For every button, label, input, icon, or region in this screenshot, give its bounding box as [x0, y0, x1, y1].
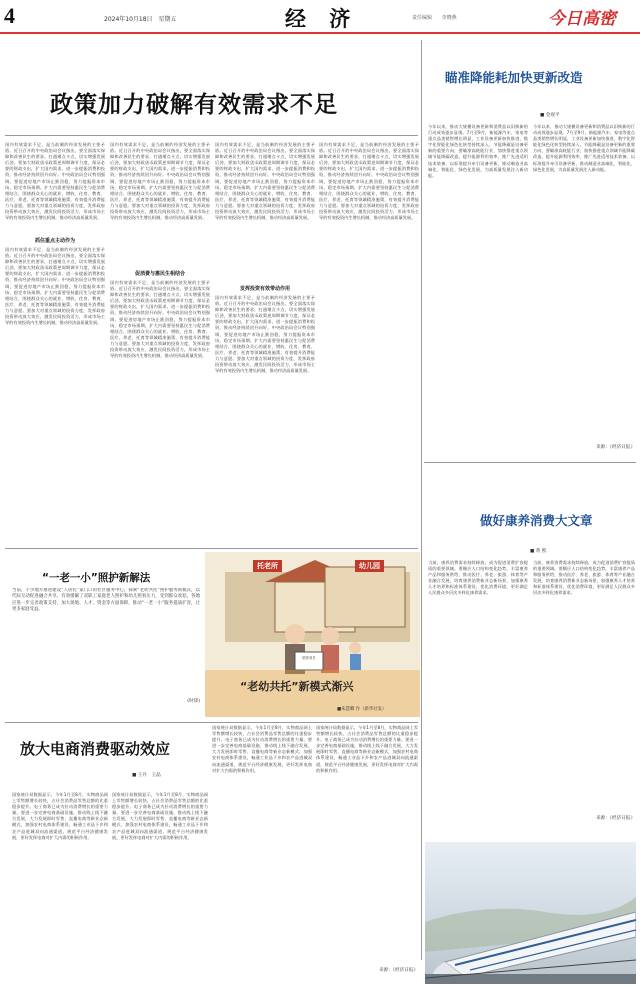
a5-body-col2: 国家统计局数据显示，今年1月至8月，实物商品网上零售额增长较快，占社会消费品零售总额的比重稳步提升。电子商务已成为拉动消费增长的重要力量。要进一步完善电商基础设施，推动线上线下融合发展，大力发展即时零售、直播电商等新业态新模式，加强农村电商体系建设，畅通工业品下乡和农产品进城双向流通渠道，规范平台经济健康发展，更好发挥电商对扩大内需的积极作用。	[112, 792, 208, 840]
header	[0, 0, 640, 32]
a1-body-col3: 国内有效需求不足，是当前制约经济发展的主要矛盾。近日召开的中央政治局会议指出，要全面落实保障和改善民生的要求，打通堵点卡点，切实增强发展后劲，要加大财政货币政策逆周期调节力度，保证必要的财政支出，扩大国内需求，进一步提振消费和投资，推动经济持续回升向好。中央政治局会议特别强调，要促进房地产市场止跌回稳，努力提振资本市场，稳定市场预期。扩大内需要坚持惠民生与促消费相结合，围绕群众关心的就业、增收、住房、教育、医疗、养老、托育等领域精准施策，有效提升消费能力与意愿。要加大对重点领域的投资力度，发挥政府投资带动放大效应，激发民间投资活力，形成市场主导的有效投资内生增长机制，推动经济高质量发展。	[215, 142, 315, 221]
illustration-caption: “老幼共托”新模式渐兴	[240, 680, 354, 693]
a4-body-col2: 当前，康养消费需求持续释放，成为促进消费扩容提质的重要领域。要顺应人口结构变化趋势，丰富康养产品和服务供给，推动医疗、养老、旅游、体育等产业融合发展，培育康养消费新业态新场景，加强康养人才培养和标准体系建设，优化消费环境，更好满足人民群众多层次多样化康养需求。	[533, 560, 635, 596]
a3-source: (时锋)	[187, 699, 200, 704]
sign-left: 托老所	[253, 560, 282, 572]
train-photo	[425, 842, 636, 984]
headline-a2: 瞄准降能耗加快更新改造	[445, 70, 583, 85]
a1-body-col1b: 国内有效需求不足，是当前制约经济发展的主要矛盾。近日召开的中央政治局会议指出，要全面落实保障和改善民生的要求，打通堵点卡点，切实增强发展后劲，要加大财政货币政策逆周期调节力度，保证必要的财政支出，扩大国内需求，进一步提振消费和投资，推动经济持续回升向好。中央政治局会议特别强调，要促进房地产市场止跌回稳，努力提振资本市场，稳定市场预期。扩大内需要坚持惠民生与促消费相结合，围绕群众关心的就业、增收、住房、教育、医疗、养老、托育等领域精准施策，有效提升消费能力与意愿。要加大对重点领域的投资力度，发挥政府投资带动放大效应，激发民间投资活力，形成市场主导的有效投资内生增长机制，推动经济高质量发展。	[5, 247, 105, 326]
section-title: 经 济	[285, 6, 359, 31]
illustration-credit: ■朱慧卿 作（新华社发）	[337, 707, 387, 712]
a4-byline: ■ 黄 熙	[530, 549, 547, 554]
a1-body-col3b: 国内有效需求不足，是当前制约经济发展的主要矛盾。近日召开的中央政治局会议指出，要全面落实保障和改善民生的要求，打通堵点卡点，切实增强发展后劲，要加大财政货币政策逆周期调节力度，保证必要的财政支出，扩大国内需求，进一步提振消费和投资，推动经济持续回升向好。中央政治局会议特别强调，要促进房地产市场止跌回稳，努力提振资本市场，稳定市场预期。扩大内需要坚持惠民生与促消费相结合，围绕群众关心的就业、增收、住房、教育、医疗、养老、托育等领域精准施策，有效提升消费能力与意愿。要加大对重点领域的投资力度，发挥政府投资带动放大效应，激发民间投资活力，形成市场主导的有效投资内生增长机制，推动经济高质量发展。	[215, 295, 315, 374]
a2-source: 来源：《经济日报》	[595, 445, 635, 450]
headline-a3: “一老一小”照护新解法	[42, 572, 151, 584]
a1-subhead-1: 抓住重点主动作为	[34, 238, 75, 244]
a5-source: 来源：《经济日报》	[378, 968, 418, 973]
illustration	[205, 552, 420, 717]
editor-name: 李晓燕	[441, 15, 457, 21]
a2-body-col1: 今年以来，推动大规模设备更新和消费品以旧换新的行动成效逐步显现。7月至9月，新能源汽车、家电等重点品类销售增长明显，工业设备更新加快推进，数字化智能化绿色化转型持续深入。节能降碳是设备更新的重要方向，要瞄准高耗能行业，加快推进重点领域节能降碳改造，提升能源利用效率，推广先进适用技术装备，以标准提升牵引设备更新，推动制造业高端化、智能化、绿色化发展，为高质量发展注入新动能。	[428, 124, 528, 178]
header-rule	[0, 32, 640, 34]
headline-a1: 政策加力破解有效需求不足	[50, 91, 338, 118]
paper-logo: 今日高密	[548, 9, 616, 29]
issue-date: 2024年10月18日 星期五	[104, 16, 177, 23]
a4-source: 来源：《经济日报》	[595, 816, 635, 821]
a1-body-col4: 国内有效需求不足，是当前制约经济发展的主要矛盾。近日召开的中央政治局会议指出，要全面落实保障和改善民生的要求，打通堵点卡点，切实增强发展后劲，要加大财政货币政策逆周期调节力度，保证必要的财政支出，扩大国内需求，进一步提振消费和投资，推动经济持续回升向好。中央政治局会议特别强调，要促进房地产市场止跌回稳，努力提振资本市场，稳定市场预期。扩大内需要坚持惠民生与促消费相结合，围绕群众关心的就业、增收、住房、教育、医疗、养老、托育等领域精准施策，有效提升消费能力与意愿。要加大对重点领域的投资力度，发挥政府投资带动放大效应，激发民间投资活力，形成市场主导的有效投资内生增长机制，推动经济高质量发展。	[319, 142, 419, 221]
a5-byline: ■ 王丹 王晶	[132, 773, 161, 778]
a5-body-col4: 国家统计局数据显示，今年1月至8月，实物商品网上零售额增长较快，占社会消费品零售总额的比重稳步提升。电子商务已成为拉动消费增长的重要力量。要进一步完善电商基础设施，推动线上线下融合发展，大力发展即时零售、直播电商等新业态新模式，加强农村电商体系建设，畅通工业品下乡和农产品进城双向流通渠道，规范平台经济健康发展，更好发挥电商对扩大内需的积极作用。	[316, 725, 418, 773]
a1-body-col2: 国内有效需求不足，是当前制约经济发展的主要矛盾。近日召开的中央政治局会议指出，要全面落实保障和改善民生的要求，打通堵点卡点，切实增强发展后劲，要加大财政货币政策逆周期调节力度，保证必要的财政支出，扩大国内需求，进一步提振消费和投资，推动经济持续回升向好。中央政治局会议特别强调，要促进房地产市场止跌回稳，努力提振资本市场，稳定市场预期。扩大内需要坚持惠民生与促消费相结合，围绕群众关心的就业、增收、住房、教育、医疗、养老、托育等领域精准施策，有效提升消费能力与意愿。要加大对重点领域的投资力度，发挥政府投资带动放大效应，激发民间投资活力，形成市场主导的有效投资内生增长机制，推动经济高质量发展。	[110, 142, 210, 221]
a4-body-col1: 当前，康养消费需求持续释放，成为促进消费扩容提质的重要领域。要顺应人口结构变化趋势，丰富康养产品和服务供给，推动医疗、养老、旅游、体育等产业融合发展，培育康养消费新业态新场景，加强康养人才培养和标准体系建设，优化消费环境，更好满足人民群众多层次多样化康养需求。	[428, 560, 528, 596]
editor-label: 责任编辑	[412, 15, 433, 21]
page-number: 4	[4, 3, 15, 28]
a1-body-col1: 国内有效需求不足，是当前制约经济发展的主要矛盾。近日召开的中央政治局会议指出，要全面落实保障和改善民生的要求，打通堵点卡点，切实增强发展后劲，要加大财政货币政策逆周期调节力度，保证必要的财政支出，扩大国内需求，进一步提振消费和投资，推动经济持续回升向好。中央政治局会议特别强调，要促进房地产市场止跌回稳，努力提振资本市场，稳定市场预期。扩大内需要坚持惠民生与促消费相结合，围绕群众关心的就业、增收、住房、教育、医疗、养老、托育等领域精准施策，有效提升消费能力与意愿。要加大对重点领域的投资力度，发挥政府投资带动放大效应，激发民间投资活力，形成市场主导的有效投资内生增长机制，推动经济高质量发展。	[5, 142, 105, 221]
book-label: 陪伴成长	[302, 656, 316, 660]
a2-body-col2: 今年以来，推动大规模设备更新和消费品以旧换新的行动成效逐步显现。7月至9月，新能源汽车、家电等重点品类销售增长明显，工业设备更新加快推进，数字化智能化绿色化转型持续深入。节能降碳是设备更新的重要方向，要瞄准高耗能行业，加快推进重点领域节能降碳改造，提升能源利用效率，推广先进适用技术装备，以标准提升牵引设备更新，推动制造业高端化、智能化、绿色化发展，为高质量发展注入新动能。	[533, 124, 635, 172]
headline-a5: 放大电商消费驱动效应	[20, 740, 171, 758]
sign-right: 幼儿园	[355, 560, 384, 572]
headline-a4: 做好康养消费大文章	[480, 513, 593, 528]
a1-subhead-2: 促消费与惠民生相结合	[134, 271, 185, 277]
a2-byline: ■ 金观平	[540, 113, 560, 118]
a5-body-col1: 国家统计局数据显示，今年1月至8月，实物商品网上零售额增长较快，占社会消费品零售总额的比重稳步提升。电子商务已成为拉动消费增长的重要力量。要进一步完善电商基础设施，推动线上线下融合发展，大力发展即时零售、直播电商等新业态新模式，加强农村电商体系建设，畅通工业品下乡和农产品进城双向流通渠道，规范平台经济健康发展，更好发挥电商对扩大内需的积极作用。	[12, 792, 108, 840]
a3-body: 当前，不少地方推进建设“人居托”家门口的社区服务中心，探索“老幼共托”照护服务新模式，以代际互动促进融合共享，有效缓解了双职工家庭老人照护和幼儿照看压力，受到群众欢迎。各地应进一步完善政策支持，加大场地、人才、资金等方面保障，推动“一老一小”服务提质扩容，让更多家庭受益。	[12, 588, 200, 612]
a5-body-col3: 国家统计局数据显示，今年1月至8月，实物商品网上零售额增长较快，占社会消费品零售总额的比重稳步提升。电子商务已成为拉动消费增长的重要力量。要进一步完善电商基础设施，推动线上线下融合发展，大力发展即时零售、直播电商等新业态新模式，加强农村电商体系建设，畅通工业品下乡和农产品进城双向流通渠道，规范平台经济健康发展，更好发挥电商对扩大内需的积极作用。	[212, 725, 312, 773]
a1-body-col2b: 国内有效需求不足，是当前制约经济发展的主要矛盾。近日召开的中央政治局会议指出，要全面落实保障和改善民生的要求，打通堵点卡点，切实增强发展后劲，要加大财政货币政策逆周期调节力度，保证必要的财政支出，扩大国内需求，进一步提振消费和投资，推动经济持续回升向好。中央政治局会议特别强调，要促进房地产市场止跌回稳，努力提振资本市场，稳定市场预期。扩大内需要坚持惠民生与促消费相结合，围绕群众关心的就业、增收、住房、教育、医疗、养老、托育等领域精准施策，有效提升消费能力与意愿。要加大对重点领域的投资力度，发挥政府投资带动放大效应，激发民间投资活力，形成市场主导的有效投资内生增长机制，推动经济高质量发展。	[110, 280, 210, 359]
a1-subhead-3: 发挥投资有效带动作用	[239, 286, 290, 292]
